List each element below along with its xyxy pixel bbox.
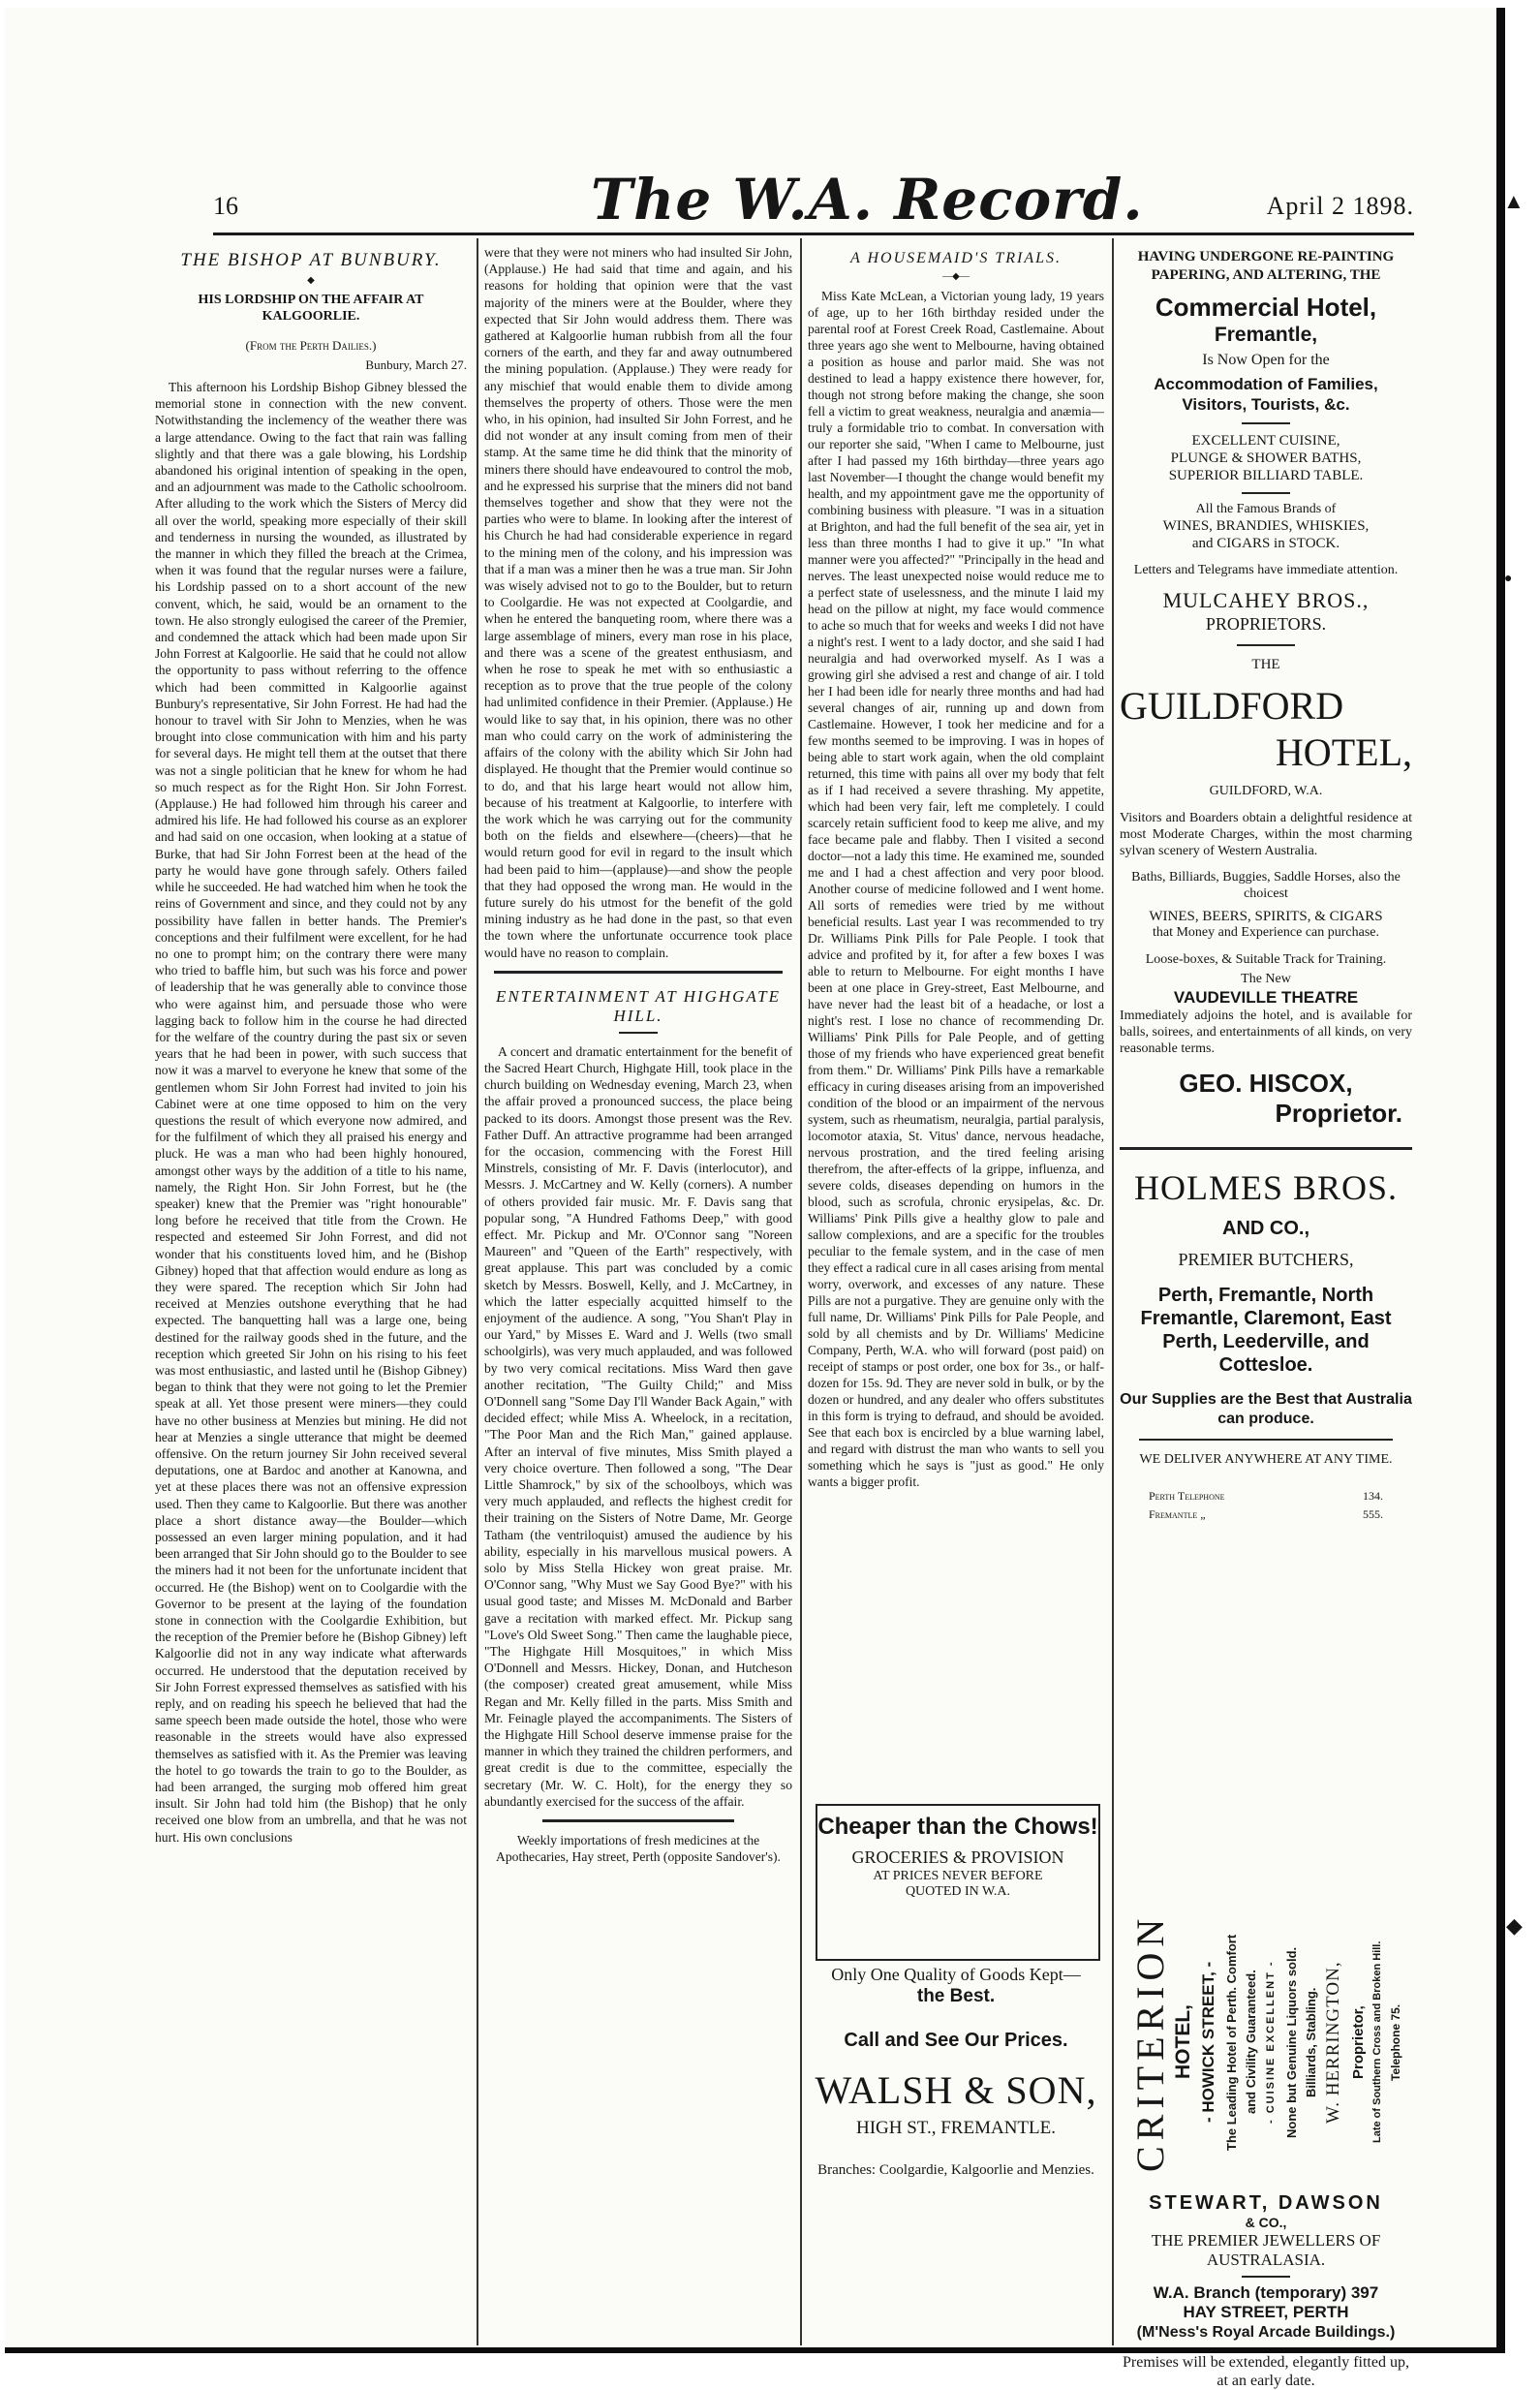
grocery-ad-box (816, 1804, 1100, 1961)
notice-text: Weekly importations of fresh medicines at the Apothecaries, Hay street, Perth (opposite Sandover's). (496, 1833, 781, 1865)
ad-line: Letters and Telegrams have immediate attention. (1133, 563, 1399, 578)
newspaper-title: The W.A. Record. (591, 167, 1144, 233)
walsh-name: WALSH & SON, (815, 2068, 1097, 2113)
ad-line: - CUISINE EXCELLENT - (1265, 1960, 1277, 2125)
ad-line: PREMIER BUTCHERS, (1178, 1249, 1354, 1269)
ornament: ◆ (307, 275, 315, 286)
article-body: This afternoon his Lordship Bishop Gibney blessed the memorial stone in connection with the new convent. Notwithstanding the inclemency of the weather there was a large attendance. Owing to the fact that rain was falling slightly and that there was a gale blowing, his Lordship abandoned his original intention of speaking in the open, and an adjournment was made to the Catholic schoolroom. After alluding to the work which the Sisters of Mercy did all over the world, speaking more especially of their skill and tenderness in nursing the wounded, as illustrated by the manner in which they filled the breach at the Crimea, when it was found that the regular nurses were a failure, his Lordship passed on to a short account of the new convent, which, he said, would be an ornament to the town. He also strongly eulogised the career of the Premier, and condemned the attack which had been made upon Sir John Forrest at Kalgoorlie. He said that he could not allow the opportunity to pass without referring to the offence which had been committed in Kalgoorlie against Bunbury's representative, Sir John Forrest. He had had the honour to travel with Sir John to Menzies, when he was brought into close communication with him and his party for several days. He might tell them at the outset that there was not a single politician that he knew for whom he had so much respect as for the Right Hon. Sir John Forrest. (Applause.) He had followed him through his career and admired his life. He had followed his course as an explorer and had said on one occasion, when looking at a statue of Burke, that had Sir John Forrest been at the head of the party he would have gone through safely. Others failed while he succeeded. He had watched him when he took the reins of Government and since, and they could not by any possibility have fallen in better hands. The Premier's conceptions and their fulfilment were excellent, for he had no one to prompt him; on the contrary there were many who tried to baffle him, but such was his force and power of leadership that he was generally able to convince those who were against him, and persuade those who were lagging back to follow him in the course he had directed for the welfare of the country during the past six or seven years that he had been in power, with such success that now it was a marvel to everyone he knew that some of the gentlemen whom Sir John Forrest had invited to join his Cabinet were at one time opposed to him on the very questions the result of which everyone now admired, and for the fulfilment of which they all praised his energy and pluck. He was a man who had been highly honoured, amongst other ways by the addition of a title to his name, namely, the Right Hon. Sir John Forrest, but he (the speaker) knew that the Premier was "right honourable" long before he received that title from the Crown. He respected and esteemed Sir John Forrest, and did not wonder that his constituents loved him, and he (Bishop Gibney) hoped that that affection would endure as long as they were spared. The reception which Sir John had received at Menzies outshone everything that he had expected. The banquetting hall was a large one, being destined for the railway goods shed in the future, and the reception which greeted Sir John on his rising to his feet was most enthusiastic, and lasted until he (Bishop Gibney) began to think that they were not going to let the Premier speak at all. Yet those present were miners—they could have no other business at Menzies but mining. He did not hear at Menzies a single utterance that might be deemed offensive. On the return journey Sir John received several deputations, one at Bardoc and another at Kanowna, and yet at these places there was not an offensive expression used. Then they came to Kalgoorlie. But there was another place a short distance away—the Boulder—which possessed an even larger mining population, and it had been arranged that Sir John should go to the Boulder to see the miners had it not been for the unfortunate incident that occurred. He (the Bishop) went on to Coolgardie with the Governor to be present at the laying of the foundation stone in connection with the Coolgardie Exhibition, but the reception of the Premier before he (Bishop Gibney) left Kalgoorlie did not in any way indicate what afterwards occurred. He understood that the deputation received by Sir John Forrest expressed themselves as satisfied with his reply, and on reading his speech he believed that had the same speech been made outside the hotel, those who were reasonable in the streets would have also expressed themselves as satisfied with it. As the Premier was leaving the hotel to go towards the train to go to the Boulder, as had been arranged, the surging mob offered him great insult. Sir John had told him (the Bishop) that he only received one blow from an umbrella, and that he was not hurt. His own conclusions (155, 380, 467, 1845)
ad-line: THE (1251, 657, 1280, 673)
ad-line: the Best. (916, 1985, 996, 2006)
ad-line: SUPERIOR BILLIARD TABLE. (1168, 467, 1364, 483)
rule (1139, 1439, 1393, 1441)
rule (1242, 2276, 1290, 2278)
ad-line: Immediately adjoins the hotel, and is available for balls, soirees, and entertainments of all kinds, on very reasonable terms. (1120, 1009, 1412, 1057)
section-rule (542, 1819, 734, 1822)
ad-line: Baths, Billiards, Buggies, Saddle Horses, also the choicest (1131, 870, 1401, 902)
ad-line: GUILDFORD, W.A. (1209, 784, 1323, 799)
grocery-ad-text (808, 1965, 1104, 2179)
ad-line: Accommodation of Families, Visitors, Tourists, &c. (1154, 374, 1378, 414)
ad-line: and Civility Guaranteed. (1244, 1970, 1258, 2115)
article-body-continued: were that they were not miners who had insulted Sir John, (Applause.) He had said that time and again, and his reasons for holding that opinion were that the vast majority of the miners were at the Boulder, where they expected that Sir John would address them. There was gathered at Kalgoorlie human rubbish from all the four corners of the earth, and they far and away outnumbered the mining population. (Applause.) They were ready for any mischief that would enable them to divide among themselves the property of others. Those were the men who, in his opinion, had insulted Sir John Forrest, and he did not wonder at any insult coming from men of their stamp. At the same time he did think that the minority of miners there should have endeavoured to control the mob, and he expressed his surprise that the miners did not band themselves together and show that they were not the parties who were to blame. In looking after the interest of his Church he had had considerable experience in regard to the mining men of the colony, and his impression was that if a man was a miner then he was a true man. Sir John was wisely advised not to go to the Boulder, but to return to Coolgardie. He was not expected at Coolgardie, and when he entered the banqueting room, where there was a large assemblage of miners, every man rose in his place, and there was a scene of the greatest enthusiasm, and when he rose to speak he met with so enthusiastic a reception as to prove that the true people of the colony had unlimited confidence in their Premier. (Applause.) He would like to say that, in his opinion, there was no other man who could carry on the work of administering the affairs of the colony with the ability which Sir John had displayed. He thought that the Premier would continue so to do, and that his large heart would not allow him, because of his treatment at Kalgoorlie, to interfere with the work which he was carrying out for the community both on the fields and elsewhere—(cheers)—that he would return good for evil in regard to the insult which had been paid to him—(applause)—and show the people that they had opposed the wrong man. He would in the future surely do his utmost for the benefit of the gold mining industry as he had done in the past, so that even the town where the unfortunate occurrence took place would have no reason to complain. (484, 245, 792, 960)
ad-line: The Leading Hotel of Perth. Comfort (1224, 1934, 1239, 2151)
article-heading: A HOUSEMAID'S TRIALS. (850, 250, 1062, 266)
holmes-bros-ad (1120, 1167, 1412, 1522)
article-dateline: Bunbury, March 27. (365, 357, 467, 372)
ad-line: (M'Ness's Royal Arcade Buildings.) (1136, 2323, 1396, 2341)
hotel-name: GUILDFORD (1120, 684, 1344, 729)
ornament: —◆— (942, 271, 970, 282)
article-heading: THE BISHOP AT BUNBURY. (180, 250, 442, 270)
column-divider (800, 238, 802, 2345)
ad-line: Late of Southern Cross and Broken Hill. (1371, 1940, 1383, 2144)
hotel-name: HOTEL, (1275, 730, 1412, 775)
masthead-rule (213, 233, 1414, 235)
ad-line: Visitors and Boarders obtain a delightful residence at most Moderate Charges, within the most charming sylvan scenery of Western Australia. (1120, 811, 1412, 859)
article-subheading: HIS LORDSHIP ON THE AFFAIR AT KALGOORLIE. (198, 293, 424, 324)
telephone-row (1149, 1507, 1383, 1521)
ad-line: Our Supplies are the Best that Australia can produce. (1120, 1391, 1412, 1428)
ad-line: Only One Quality of Goods Kept— (831, 1965, 1081, 1984)
ad-line: QUOTED IN W.A. (905, 1884, 1011, 1900)
hotel-place: Fremantle, (1214, 324, 1318, 347)
telephone-label: Fremantle „ (1149, 1506, 1206, 1521)
ad-line: None but Genuine Liquors sold. (1284, 1946, 1299, 2138)
ad-proprietor: MULCAHEY BROS., (1162, 588, 1370, 613)
ad-line: Premises will be extended, elegantly fitted up, at an early date. (1123, 2353, 1409, 2389)
ad-line: Telephone 75. (1389, 2003, 1402, 2081)
column-divider (477, 238, 478, 2345)
rule (1120, 1147, 1412, 1150)
article-source: (From the Perth Dailies.) (245, 338, 377, 353)
hotel-name: CRITERION (1128, 1912, 1172, 2172)
telephone-row (1149, 1489, 1383, 1503)
masthead (213, 167, 1414, 234)
walsh-address: HIGH ST., FREMANTLE. (855, 2118, 1056, 2139)
telephone-label: Perth Telephone (1149, 1489, 1225, 1504)
ad-line: AND CO., (1222, 1217, 1309, 1239)
margin-mark: ▲ (1503, 189, 1525, 213)
column-middle (484, 244, 792, 2346)
section-rule (494, 971, 783, 974)
theatre-name: VAUDEVILLE THEATRE (1173, 987, 1359, 1007)
issue-date: April 2 1898. (1266, 192, 1414, 220)
column-bishop-article (155, 244, 467, 2346)
ad-line: PLUNGE & SHOWER BATHS, (1170, 450, 1362, 466)
stewart-dawson-ad (1120, 2191, 1412, 2390)
butcher-name: HOLMES BROS. (1133, 1167, 1399, 1207)
ad-line: GROCERIES & PROVISION (851, 1847, 1064, 1867)
column-divider (1112, 238, 1114, 2345)
ad-proprietor: GEO. HISCOX, (1179, 1069, 1353, 1099)
ad-line: Is Now Open for the (1202, 352, 1330, 369)
ad-line: WE DELIVER ANYWHERE AT ANY TIME. (1139, 1452, 1393, 1468)
article-body: Miss Kate McLean, a Victorian young lady, 19 years of age, up to her 16th birthday resided under the parental roof at Forest Creek Road, Castlemaine. About three years ago she went to Melbourne, having obtained a position as house and parlor maid. She was not destined to lead a happy existence there however, for, though not strong before making the change, she soon fell a victim to great weakness, neuralgia and anæmia—truly a formidable trio to combat. In conversation with our reporter she said, "When I came to Melbourne, just after I had passed my 16th birthday—three years ago last November—I thought the change would benefit my health, and my appointment gave me the opportunity of combining business with pleasure. "I was in a situation at Brighton, and had the full benefit of the sea air, yet in less than three months I had to give it up." "In what manner were you affected?" "Principally in the head and nerves. The least unexpected noise would reduce me to a perfect state of uselessness, and the minute I laid my head on the pillow at night, my face would commence to ache so much that for weeks and weeks I did not have a night's rest. I went to a lady doctor, and she said I had neuralgia and had overworked myself. As I was a growing girl she advised a rest and change of air. I told her I had been idle for nearly three months and had had several changes of air, running up and down from Castlemaine. However, I took her medicine and for a few months seemed to be improving. I was in hopes of being able to start work again, when the old complaint returned, this time with pains all over my body that felt as if I had received a severe thrashing. My appetite, which had been very fair, left me completely. I could scarcely retain sufficient food to keep me alive, and my face became pale and flabby. Then I visited a second doctor—not a lady this time. He examined me, sounded me and I had a chest affection and very poor blood. Another course of medicine followed and I went home. All sorts of remedies were tried by me without beneficial results. Last year I was recommended to try Dr. Williams Pink Pills for Pale People. I took that advice and profited by it, for after a few boxes I was able to return to Melbourne. For eight months I have been at one place in Grey-street, East Melbourne, and have never had the least bit of a headache, or lost a night's rest. I lose no chance of recommending Dr. Williams' Pink Pills for Pale People, and of getting those of my friends who have experienced great benefit from them." Dr. Williams' Pink Pills have a remarkable efficacy in curing diseases arising from an impoverished condition of the blood or an impairment of the nervous system, such as rheumatism, neuralgia, partial paralysis, locomotor ataxia, St. Vitus' dance, nervous headache, nervous prostration, and the tired feeling arising therefrom, the after-effects of la grippe, influenza, and severe colds, diseases depending on humors in the blood, such as scrofula, chronic erysipelas, &c. Dr. Williams' Pink Pills give a healthy glow to pale and sallow complexions, and are a specific for the troubles peculiar to the female system, and in the case of men they effect a radical cure in all cases arising from mental worry, overwork, and excesses of any nature. These Pills are not a purgative. They are genuine only with the full name, Dr. Williams' Pink Pills for Pale People, and sold by all chemists and by Dr. Williams' Medicine Company, Perth, W.A. who will forward (post paid) on receipt of stamps or post order, one box for 3s., or half-dozen for 15s. 9d. They are never sold in bulk, or by the dozen or hundred, and any dealer who offers substitutes in this form is trying to defraud, and should be avoided. See that each box is encircled by a blue warning label, and regard with distrust the man who wants to sell you something which he says is "just as good." He only wants a bigger profit. (808, 289, 1104, 1489)
ad-line: EXCELLENT CUISINE, (1191, 432, 1340, 449)
rule (1242, 492, 1290, 494)
ad-line: THE PREMIER JEWELLERS OF AUSTRALASIA. (1151, 2230, 1381, 2269)
ad-line: All the Famous Brands of (1195, 501, 1337, 516)
ad-line: that Money and Experience can purchase. (1152, 925, 1379, 941)
ad-line: WINES, BEERS, SPIRITS, & CIGARS (1149, 909, 1383, 925)
ad-line: Proprietor, (1350, 2005, 1367, 2079)
page-number: 16 (213, 192, 238, 220)
hotel-name: Commercial Hotel, (1155, 293, 1377, 322)
ad-title: Cheaper than the Chows! (817, 1814, 1098, 1840)
ad-line: & CO., (1245, 2215, 1287, 2230)
ad-line: The New (1241, 971, 1291, 986)
margin-mark: ◆ (1506, 1913, 1523, 1938)
ad-line: AT PRICES NEVER BEFORE (873, 1868, 1043, 1883)
telephone-number: 134. (1363, 1489, 1383, 1504)
article-body: A concert and dramatic entertainment for the benefit of the Sacred Heart Church, Highgate Hill, took place in the church building on Wednesday evening, March 23, when the affair proved a pronounced success, the place being packed to its doors. Amongst those present was the Rev. Father Duff. An attractive programme had been arranged for the occasion, commencing with the Forest Hill Minstrels, consisting of Mr. F. Davis (interlocutor), and Messrs. J. McCartney and W. Kelly (corners). A number of others provided fair music. Mr. F. Davis sang that popular song, "A Hundred Fathoms Deep," with good effect. Mr. Pickup and Mr. O'Connor sang "Noreen Maureen" and "Queen of the Earth" respectively, with great applause. This part was concluded by a comic sketch by Messrs. Boswell, Kelly, and J. McCartney, in which the latter especially acquitted himself to the enjoyment of the audience. A song, "You Shan't Play in our Yard," by Misses E. Ward and J. Wells (two small schoolgirls), was very much applauded, and was followed by two very comical recitations. Miss Ward then gave another recitation, "The Guilty Child;" and Miss O'Donnell sang "Some Day I'll Wander Back Again," with decided effect; while Miss A. Wheelock, in a recitation, "The Poor Man and the Rich Man," gained applause. After an interval of five minutes, Miss Smith played a very choice overture. Then followed a song, "The Dear Little Shamrock," by six of the schoolboys, which was very much applauded, and reflects the highest credit for their training on the Sisters of Notre Dame, Mr. George Tatham (the ventriloquist) amused the audience by his ability, especially in his marvellous musical powers. A solo by Miss Stella Hickey won great praise. Mr. O'Connor sang, "Why Must we Say Good Bye?" with his usual good taste; and Misses M. McDonald and Barber gave a recitation with marked effect. Mr. Pickup sang "Love's Old Sweet Song." Then came the laughable piece, "The Highgate Hill Mosquitoes," in which Miss O'Donnell and Messrs. Hickey, Donan, and Hutcheson (the composer) created great amusement, while Miss Regan and Mr. Kelly filled in the parts. Miss Smith and Mr. Feinagle played the accompaniments. The Sisters of the Highgate Hill School deserve immense praise for the manner in which they trained the children performers, and great credit is due to the committee, especially the secretary (Mr. W. C. Holt), for the energy they so abundantly exercised for the success of the affair. (484, 1043, 792, 1809)
walsh-branches: Branches: Coolgardie, Kalgoorlie and Menzies. (817, 2162, 1094, 2179)
rule (1242, 422, 1290, 424)
ad-line: PROPRIETORS. (1205, 613, 1327, 634)
ad-line: Loose-boxes, & Suitable Track for Training. (1145, 951, 1387, 967)
section-rule (619, 1032, 658, 1034)
margin-mark: ● (1504, 572, 1513, 586)
article-heading: ENTERTAINMENT AT HIGHGATE HILL. (495, 986, 781, 1025)
guildford-hotel-ad (1120, 656, 1412, 1129)
ad-proprietor: W. HERRINGTON, (1323, 1961, 1343, 2124)
ad-line: - HOWICK STREET, - (1199, 1961, 1217, 2124)
telephone-number: 555. (1363, 1506, 1383, 1521)
ad-line: HAY STREET, PERTH (1183, 2303, 1349, 2322)
commercial-hotel-ad (1120, 248, 1412, 635)
ad-line: Call and See Our Prices. (844, 2030, 1068, 2052)
ad-line: W.A. Branch (temporary) 397 (1153, 2282, 1379, 2302)
ad-line: WINES, BRANDIES, WHISKIES, (1162, 518, 1370, 535)
ad-line: Proprietor. (1275, 1099, 1402, 1129)
ad-line: and CIGARS in STOCK. (1191, 536, 1340, 552)
jeweller-name: STEWART, DAWSON (1149, 2192, 1383, 2214)
ad-intro: HAVING UNDERGONE RE-PAINTING PAPERING, AND ALTERING, THE (1137, 249, 1395, 283)
rule (1237, 644, 1295, 646)
ad-line: Perth, Fremantle, North Fremantle, Claremont, East Perth, Leederville, and Cottesloe. (1140, 1285, 1392, 1377)
ad-line: HOTEL, (1172, 2004, 1194, 2080)
ad-line: Billiards, Stabling. (1304, 1987, 1318, 2097)
